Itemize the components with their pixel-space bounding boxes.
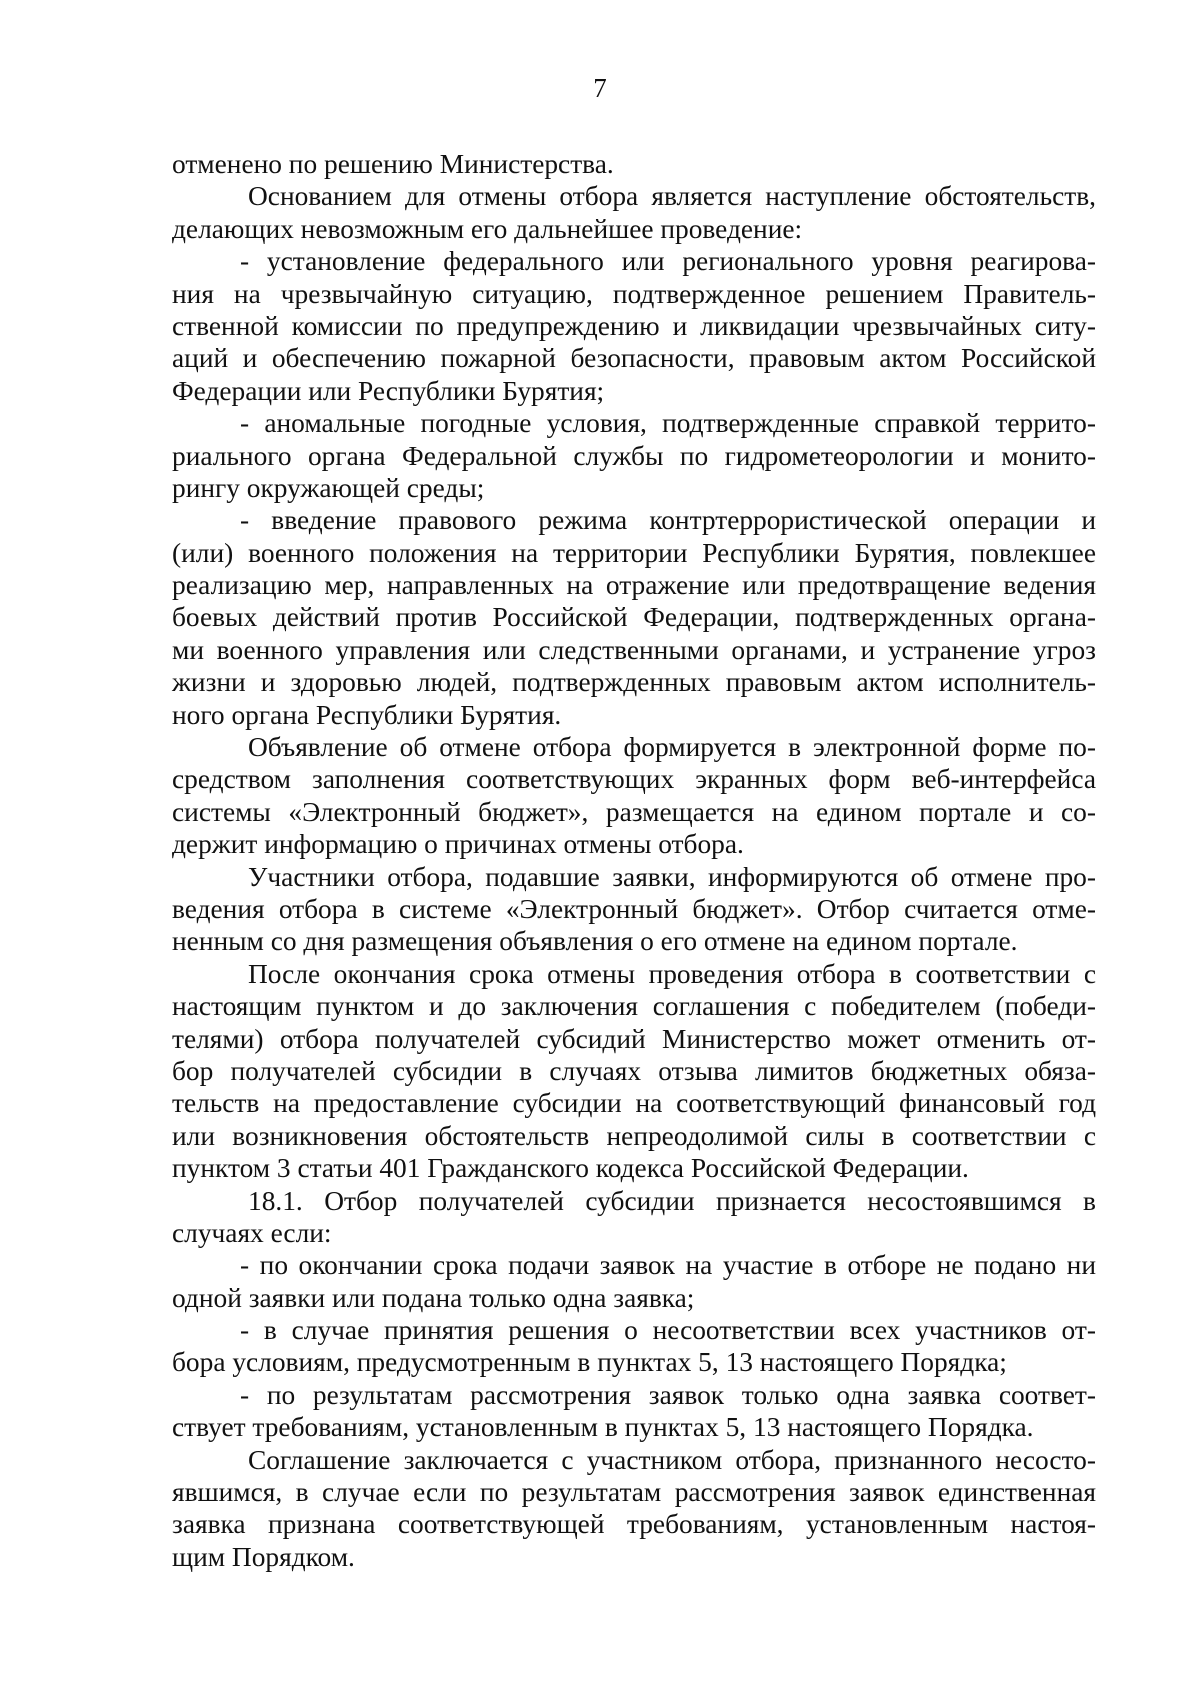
text-line: тельств на предоставление субсидии на соответствующий финансовый год [172,1088,1096,1119]
text-line: ми военного управления или следственными органами, и устранение угроз [172,634,1096,665]
text-line: Соглашение заключается с участником отбора, признанного несосто- [248,1444,1096,1475]
text-line: заявка признана соответствующей требованиям, установленным настоя- [172,1509,1096,1540]
text-line: одной заявки или подана только одна заявка; [172,1282,695,1313]
text-line: ствует требованиям, установленным в пунктах 5, 13 настоящего Порядка. [172,1412,1034,1443]
text-line: ственной комиссии по предупреждению и ликвидации чрезвычайных ситу- [172,310,1096,341]
text-line: ного органа Республики Бурятия. [172,699,562,730]
text-line: системы «Электронный бюджет», размещается на едином портале и со- [172,796,1096,827]
text-line: Основанием для отмены отбора является наступление обстоятельств, [248,181,1096,212]
text-line: аций и обеспечению пожарной безопасности, правовым актом Российской [172,343,1096,374]
text-line: ненным со дня размещения объявления о его отмене на едином портале. [172,926,1018,957]
text-line: или возникновения обстоятельств непреодолимой силы в соответствии с [172,1120,1096,1151]
text-line: реализацию мер, направленных на отражение или предотвращение ведения [172,570,1096,601]
page-number: 7 [593,73,607,103]
text-line: После окончания срока отмены проведения отбора в соответствии с [248,958,1096,989]
text-line: телями) отбора получателей субсидий Министерство может отменить от- [172,1023,1096,1054]
text-line: 18.1. Отбор получателей субсидии признается несостоявшимся в [248,1185,1096,1216]
text-line: средством заполнения соответствующих экранных форм веб-интерфейса [172,764,1096,795]
text-line: пунктом 3 статьи 401 Гражданского кодекса Российской Федерации. [172,1153,969,1184]
text-line: риального органа Федеральной службы по гидрометеорологии и монито- [172,440,1096,471]
text-line: боевых действий против Российской Федерации, подтвержденных органа- [172,602,1096,633]
text-line: Объявление об отмене отбора формируется в электронной форме по- [248,732,1096,763]
text-line: - по результатам рассмотрения заявок только одна заявка соответ- [240,1379,1096,1410]
text-line: (или) военного положения на территории Республики Бурятия, повлекшее [172,537,1096,568]
text-line: - по окончании срока подачи заявок на участие в отборе не подано ни [240,1250,1096,1281]
text-line: бор получателей субсидии в случаях отзыва лимитов бюджетных обяза- [172,1055,1096,1086]
text-line: - введение правового режима контртеррористической операции и [240,505,1096,536]
text-line: - установление федерального или регионального уровня реагирова- [240,246,1096,277]
text-line: - в случае принятия решения о несоответствии всех участников от- [240,1315,1096,1346]
text-line: ведения отбора в системе «Электронный бюджет». Отбор считается отме- [172,893,1096,924]
text-line: Участники отбора, подавшие заявки, информируются об отмене про- [248,861,1096,892]
text-line: бора условиям, предусмотренным в пунктах 5, 13 настоящего Порядка; [172,1347,1007,1378]
text-line: щим Порядком. [172,1541,355,1572]
text-line: явшимся, в случае если по результатам рассмотрения заявок единственная [172,1477,1096,1508]
text-line: отменено по решению Министерства. [172,149,614,179]
text-line: случаях если: [172,1217,332,1248]
text-line: - аномальные погодные условия, подтвержденные справкой террито- [240,408,1096,439]
text-line: настоящим пунктом и до заключения соглашения с победителем (победи- [172,991,1096,1022]
text-line: держит информацию о причинах отмены отбора. [172,829,744,860]
document-body [172,148,1096,1573]
text-line: делающих невозможным его дальнейшее проведение: [172,213,803,244]
text-line: жизни и здоровью людей, подтвержденных правовым актом исполнитель- [172,667,1096,698]
text-line: рингу окружающей среды; [172,472,485,503]
text-line: ния на чрезвычайную ситуацию, подтвержденное решением Правитель- [172,278,1096,309]
text-line: Федерации или Республики Бурятия; [172,375,605,406]
